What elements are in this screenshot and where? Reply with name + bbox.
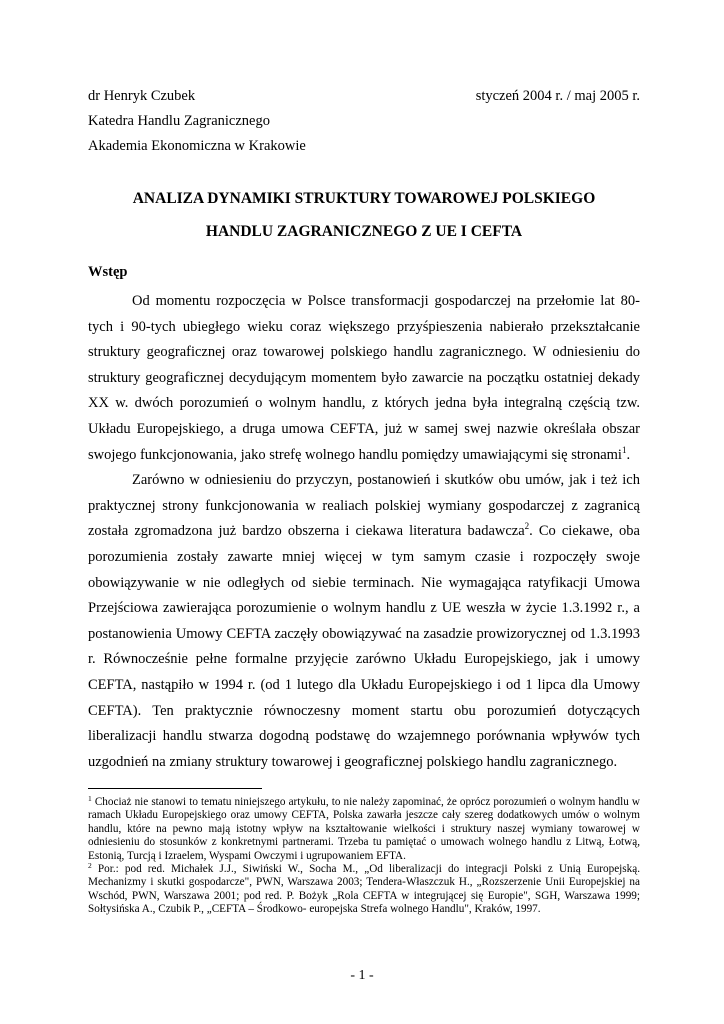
title-line-1: ANALIZA DYNAMIKI STRUKTURY TOWAROWEJ POLSKIEGO xyxy=(132,190,596,207)
paragraph-2 xyxy=(88,468,640,775)
department-line: Katedra Handlu Zagranicznego xyxy=(88,113,270,129)
footnote-ref-2: 2 xyxy=(524,521,530,532)
page-number: - 1 - xyxy=(350,968,374,983)
title-line-2: HANDLU ZAGRANICZNEGO Z UE I CEFTA xyxy=(205,223,523,240)
author-line xyxy=(88,87,640,105)
body-text xyxy=(88,289,640,775)
paragraph-1-end: . xyxy=(626,446,631,463)
author-name: dr Henryk Czubek xyxy=(88,88,196,104)
footnote-1-text: Chociaż nie stanowi to tematu niniejszego artykułu, to nie należy zapominać, że oprócz porozumień o wolnym handlu w ramach Układu Europejskiego oraz umowy CEFTA, Polska zawarła jeszcze cały szereg dodatkowych umów o wolnym handlu, które na pewno mają istotny wpływ na kształtowanie wielkości i struktury naszej wymiany towarowej w odniesieniu do stosunków z konkretnymi partnerami. Trzeba tu pamiętać o umowach wolnego handlu z Litwą, Łotwą, Estonią, Turcją i Izraelem, Wyspami Owczymi i ugrupowaniem EFTA. xyxy=(88,796,640,862)
footnote-2-text: Por.: pod red. Michałek J.J., Siwiński W., Socha M., „Od liberalizacji do integracji Polski z Unią Europejską. Mechanizmy i skutki gospodarcze", PWN, Warszawa 2003; Tendera-Właszczuk H., „Rozszerzenie Unii Europejskiej na Wschód, PWN, Warszawa 2001; pod red. P. Bożyk „Rola CEFTA w integrującej się Europie", SGH, Warszawa 1999; Sołtysińska A., Czubik P., „CEFTA – Środkowo- europejska Strefa wolnego Handlu", Kraków, 1997. xyxy=(88,863,640,916)
document-date: styczeń 2004 r. / maj 2005 r. xyxy=(475,88,640,104)
institution-line: Akademia Ekonomiczna w Krakowie xyxy=(88,138,306,154)
footnote-1 xyxy=(88,796,640,863)
footnote-2-mark: 2 xyxy=(88,861,92,871)
section-heading-wstep: Wstęp xyxy=(88,264,128,280)
footnote-separator xyxy=(88,788,262,789)
document-title xyxy=(88,182,640,248)
footnote-1-mark: 1 xyxy=(88,794,92,803)
paragraph-1 xyxy=(88,289,640,468)
footnotes xyxy=(88,796,640,917)
paragraph-2-text-a: Zarówno w odniesieniu do przyczyn, postanowień i skutków obu umów, jak i też ich praktycznej strony funkcjonowania w realiach polskiej wymiany gospodarczej z zagranicą została zgromadzona już bardzo obszerna i ciekawa literatura badawcza xyxy=(88,472,640,540)
paragraph-1-text: Od momentu rozpoczęcia w Polsce transformacji gospodarczej na przełomie lat 80-tych i 90-tych ubiegłego wieku coraz większego przyśpieszenia nabierało przekształcanie struktury geograficznej oraz towarowej polskiego handlu zagranicznego. W odniesieniu do struktury geograficznej decydującym momentem było zawarcie na początku ostatniej dekady XX w. dwóch porozumień o wolnym handlu, z których jedna była integralną częścią tzw. Układu Europejskiego, a druga umowa CEFTA, już w samej swej nazwie określała obszar swojego funkcjonowania, jako strefę wolnego handlu pomiędzy umawiającymi się stronami xyxy=(88,293,640,463)
paragraph-2-text-b: . Co ciekawe, oba porozumienia zostały zawarte mniej więcej w tym samym czasie i rozpoczęły swoje obowiązywanie w nie odległych od siebie terminach. Nie wymagająca ratyfikacji Umowa Przejściowa zawierająca porozumienie o wolnym handlu z UE weszła w życie 1.3.1992 r., a postanowienia Umowy CEFTA zaczęły obowiązywać na zasadzie prowizorycznej od 1.3.1993 r. Równocześnie pełne formalne przyjęcie zarówno Układu Europejskiego, jak i umowy CEFTA, nastąpiło w 1994 r. (od 1 lutego dla Układu Europejskiego i od 1 lipca dla Umowy CEFTA). Ten praktycznie równoczesny moment startu obu porozumień dotyczących liberalizacji handlu stwarza dogodną podstawę do wzajemnego porównania wpływów tych uzgodnień na zmiany struktury towarowej i geograficznej polskiego handlu zagranicznego. xyxy=(88,523,640,770)
footnote-ref-1: 1 xyxy=(621,444,627,455)
footnote-2 xyxy=(88,863,640,917)
